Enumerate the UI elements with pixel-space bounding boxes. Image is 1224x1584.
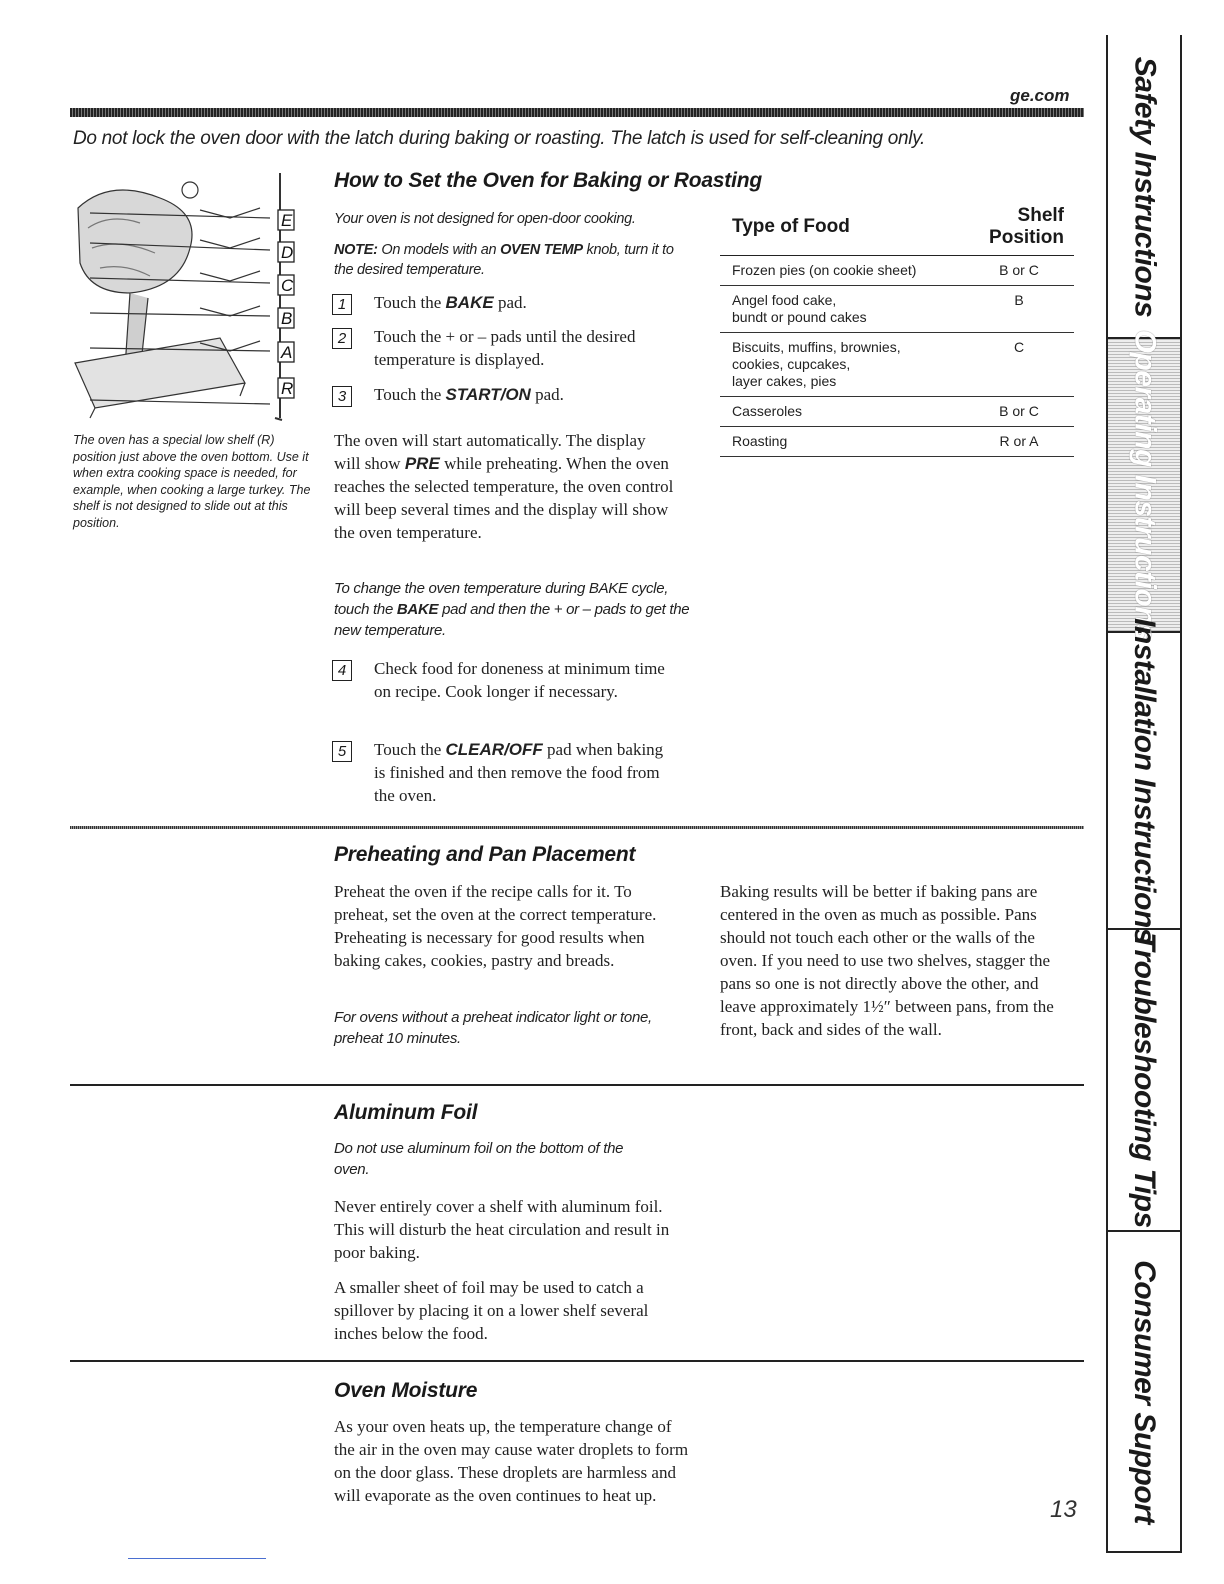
note-label: NOTE: [334,242,378,258]
table-row [720,397,1074,427]
tab-consumer-support[interactable] [1108,1232,1180,1553]
step-number: 3 [332,386,352,407]
note-text-b: knob, turn it to the desired temperature. [334,242,674,278]
shelf-label-e: E [281,211,293,230]
table-header-row [720,205,1074,256]
clear-off-pad-name: CLEAR/OFF [445,740,543,759]
shelf-position-table [720,205,1074,457]
start-pad-name: START/ON [445,385,531,404]
tab-label: Operating Instructions [1128,329,1162,641]
type-of-food-header: Type of Food [720,205,964,256]
position-cell: B [964,286,1074,333]
food-cell: Casseroles [720,397,964,427]
note-text-a: On models with an [377,242,501,258]
open-door-warning: Your oven is not designed for open-door cooking. [334,211,636,227]
preheating-paragraph: Preheat the oven if the recipe calls for it. To preheat, set the oven at the correct temperature. Preheating is necessary for good results when baking cakes, cookies, pastry and breads. [334,882,657,970]
step-number: 2 [332,328,352,349]
table-row [720,427,1074,457]
section-divider [70,1084,1084,1086]
shelf-label-d: D [281,243,294,262]
step-number: 4 [332,660,352,681]
page-number: 13 [1050,1496,1077,1523]
tab-safety-instructions[interactable] [1108,37,1180,339]
aluminum-foil-title: Aluminum Foil [334,1101,478,1124]
food-cell: Biscuits, muffins, brownies, cookies, cupcakes, layer cakes, pies [720,333,964,397]
tab-label: Consumer Support [1128,1259,1162,1524]
food-cell: Angel food cake, bundt or pound cakes [720,286,964,333]
tab-label: Safety Instructions [1128,56,1161,318]
door-latch-warning: Do not lock the oven door with the latch during baking or roasting. The latch is used for self-cleaning only. [73,128,925,149]
moisture-paragraph: As your oven heats up, the temperature change of the air in the oven may cause water droplets to form on the door glass. These droplets are harmless and will evaporate as the oven continues to heat up. [334,1417,689,1505]
step-text: Touch the CLEAR/OFF pad when baking is finished and then remove the food from the oven. [374,740,664,805]
shelf-label-c: C [281,276,294,295]
food-cell: Frozen pies (on cookie sheet) [720,256,964,286]
foil-paragraph-2: A smaller sheet of foil may be used to catch a spillover by placing it on a lower shelf several inches below the food. [334,1278,649,1343]
top-rule [70,108,1084,117]
change-temp-note: To change the oven temperature during BAKE cycle, touch the BAKE pad and then the + or – pads to get the new temperature. [334,580,690,639]
position-cell: B or C [964,256,1074,286]
section-divider [70,1360,1084,1362]
pre-display-text: PRE [404,454,440,473]
shelf-position-header: Shelf Position [964,205,1074,256]
position-cell: B or C [964,397,1074,427]
step-text: Touch the BAKE pad. [374,293,527,312]
tab-label: Installation Instructions [1128,617,1161,944]
baking-section-title: How to Set the Oven for Baking or Roasting [334,169,762,192]
site-url: ge.com [1010,86,1070,105]
oven-temp-note [334,240,689,280]
tab-operating-instructions[interactable] [1108,329,1180,641]
tab-label: Troubleshooting Tips [1128,932,1161,1228]
bake-pad-name: BAKE [445,293,494,312]
tab-installation-instructions[interactable] [1108,617,1180,944]
preheat-paragraph: The oven will start automatically. The display will show PRE while preheating. When the oven reaches the selected temperature, the oven control will beep several times and the display will show the oven temperature. [334,431,674,542]
bake-pad-name: BAKE [396,601,439,618]
shelf-label-b: B [281,309,293,328]
shelf-label-a: A [281,343,293,362]
preheat-10-minutes-note: For ovens without a preheat indicator light or tone, preheat 10 minutes. [334,1009,652,1047]
bottom-link-line [128,1558,266,1559]
tab-troubleshooting-tips[interactable] [1108,930,1180,1232]
step-text: Touch the + or – pads until the desired temperature is displayed. [374,327,636,369]
step-text: Touch the START/ON pad. [374,385,564,404]
illustration-caption: The oven has a special low shelf (R) position just above the oven bottom. Use it when extra cooking space is needed, for example, when cooking a large turkey. The shelf is not designed to slide out at this position. [73,433,311,530]
note-knob-name: OVEN TEMP [500,242,583,258]
table-row [720,256,1074,286]
position-cell: R or A [964,427,1074,457]
pan-placement-paragraph: Baking results will be better if baking pans are centered in the oven as much as possible. Pans should not touch each other or the walls of the oven. If you need to use two shelves, stagger the pans so one is not directly above the other, and leave approximately 1½″ between pans, from the front, back and sides of the wall. [720,882,1054,1039]
step-number: 1 [332,294,352,315]
step-text: Check food for doneness at minimum time on recipe. Cook longer if necessary. [374,659,665,701]
section-divider [70,826,1084,829]
food-cell: Roasting [720,427,964,457]
position-cell: C [964,333,1074,397]
table-row [720,333,1074,397]
preheating-section-title: Preheating and Pan Placement [334,843,636,866]
oven-shelf-illustration [70,168,320,428]
foil-warning: Do not use aluminum foil on the bottom of the oven. [334,1140,624,1178]
step-number: 5 [332,741,352,762]
shelf-label-r: R [281,379,294,398]
table-row [720,286,1074,333]
oven-moisture-title: Oven Moisture [334,1379,478,1402]
foil-paragraph-1: Never entirely cover a shelf with aluminum foil. This will disturb the heat circulation and result in poor baking. [334,1197,670,1262]
